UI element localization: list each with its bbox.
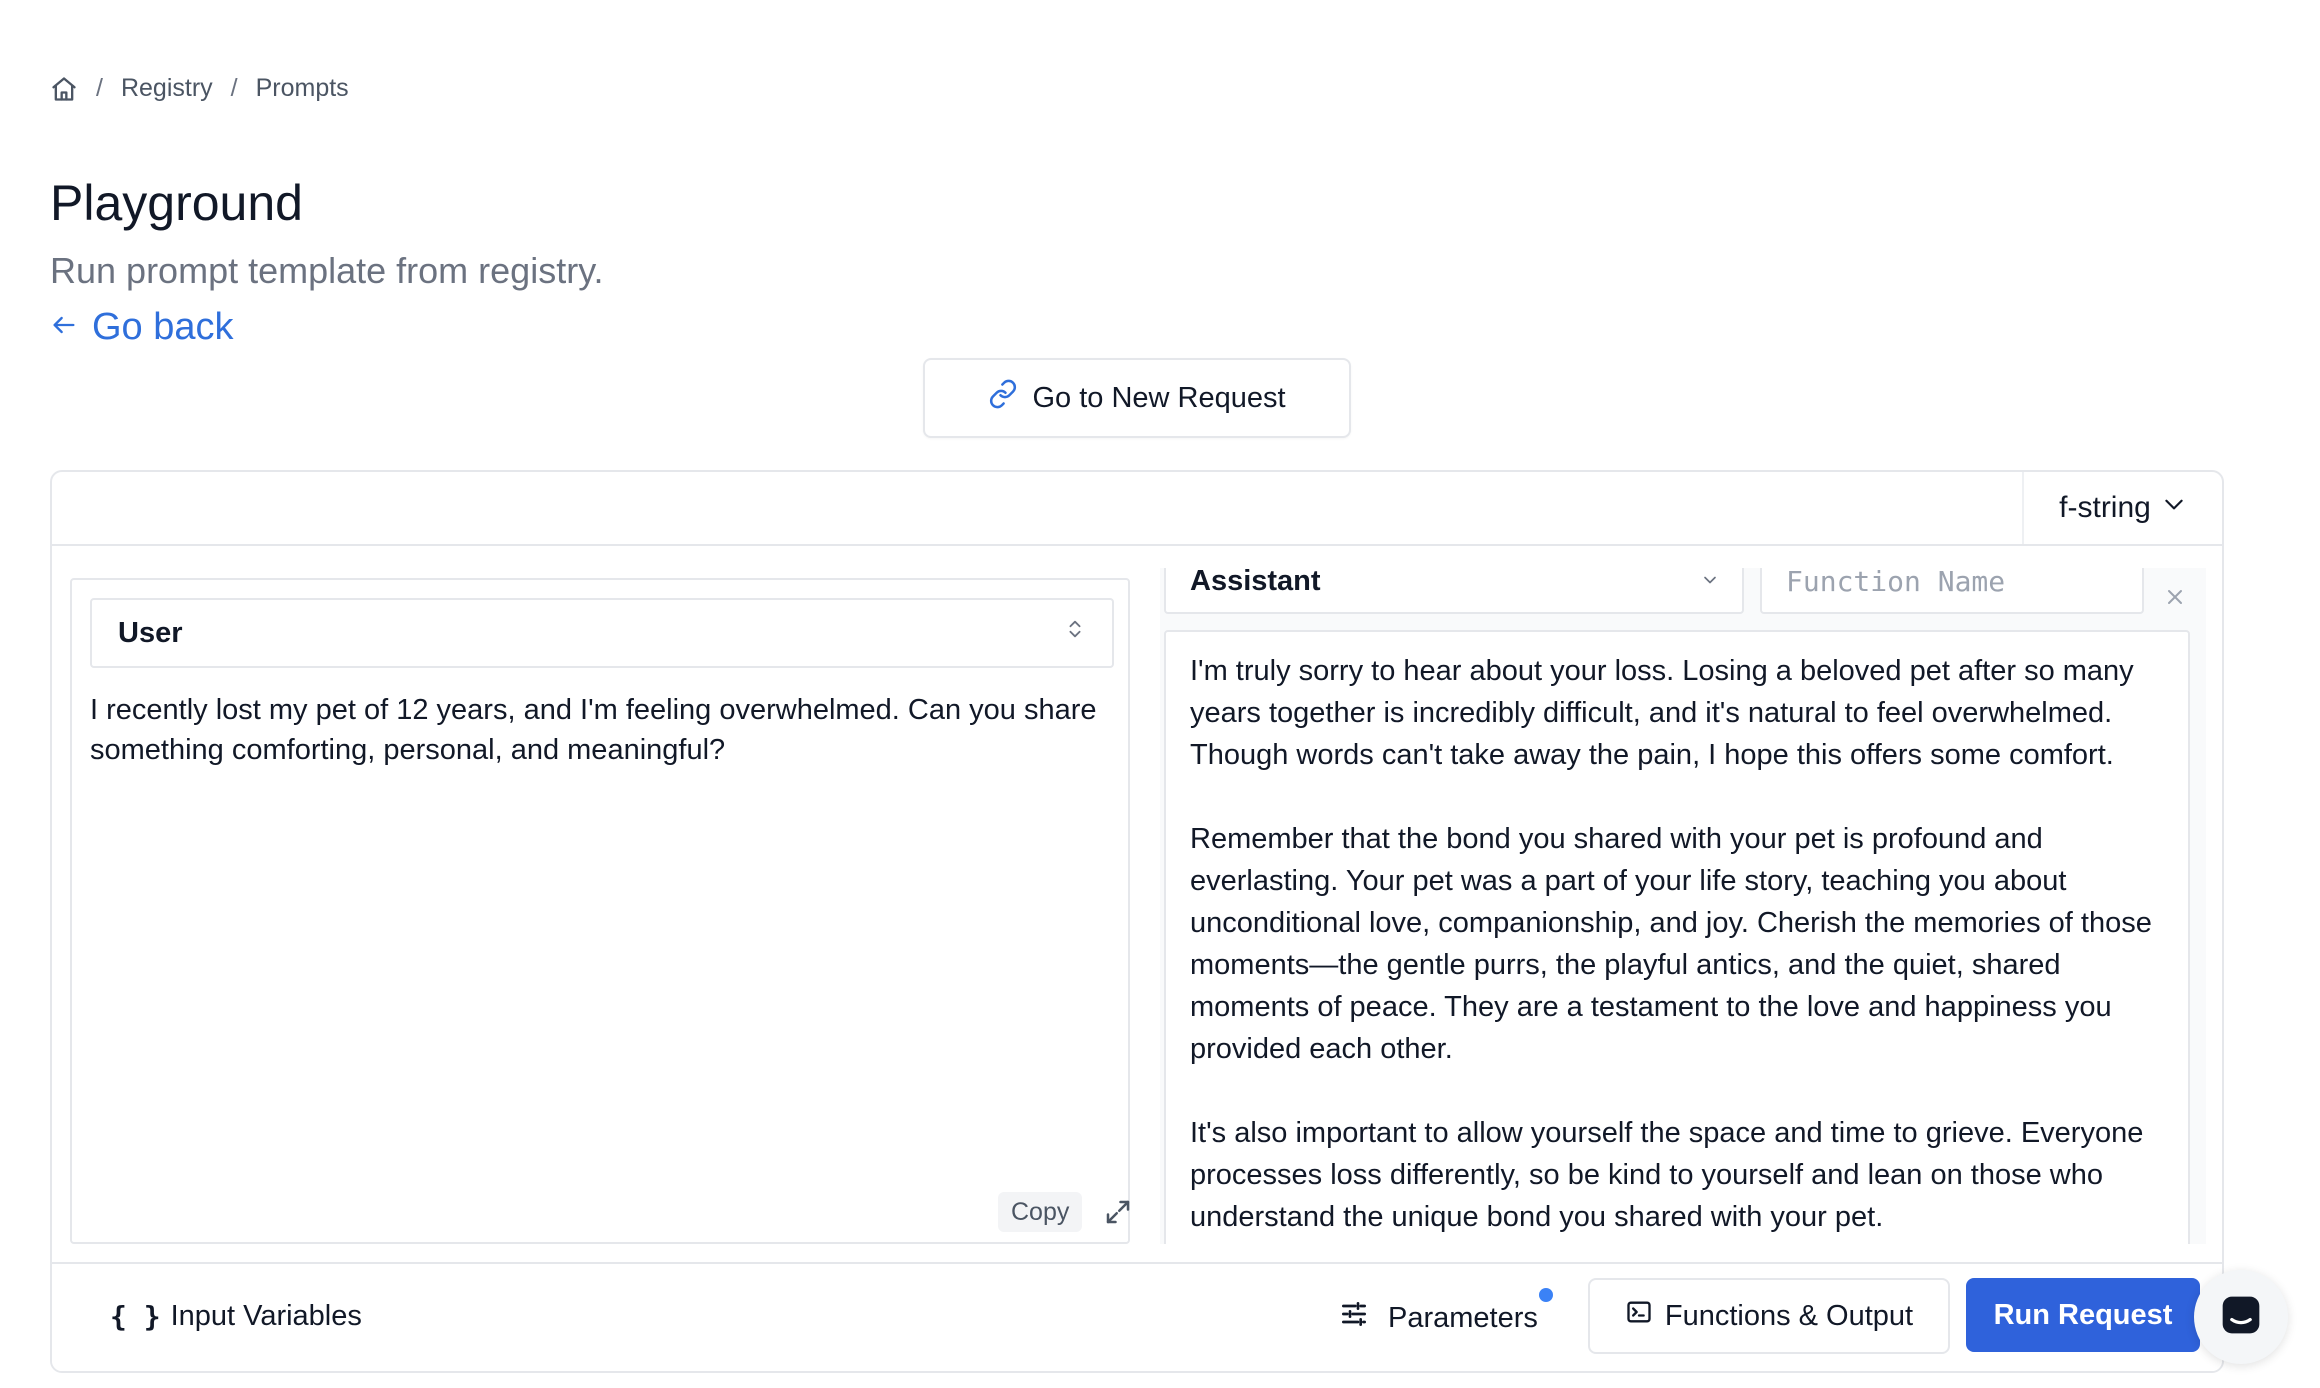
close-icon[interactable]	[2160, 582, 2190, 612]
breadcrumb-separator: /	[96, 74, 103, 102]
parameters-label: Parameters	[1388, 1301, 1538, 1334]
input-variables-button[interactable]	[110, 1300, 362, 1333]
chevrons-up-down-icon	[1064, 616, 1086, 650]
parameters-button[interactable]	[1338, 1288, 1538, 1348]
input-variables-label: Input Variables	[170, 1300, 362, 1332]
breadcrumb	[50, 74, 349, 103]
breadcrumb-prompts[interactable]: Prompts	[255, 74, 349, 102]
chevron-down-icon	[1700, 568, 1720, 598]
assistant-role-select[interactable]	[1164, 568, 1744, 614]
assistant-message-card	[1160, 568, 2206, 1244]
assistant-message-input[interactable]	[1164, 630, 2190, 1244]
assistant-paragraph: It's also important to allow yourself the space and time to grieve. Everyone processes loss differently, so be kind to yourself and lean on those who understand the unique bond you shared with your pet.	[1190, 1117, 2144, 1233]
functions-output-label: Functions & Output	[1664, 1299, 1914, 1332]
page-subtitle: Run prompt template from registry.	[50, 250, 604, 291]
user-role-select[interactable]	[90, 598, 1114, 668]
user-role-label: User	[118, 616, 183, 649]
terminal-icon	[1625, 1298, 1653, 1334]
assistant-paragraph: Remember that the bond you shared with your pet is profound and everlasting. Your pet was a part of your life story, teaching you about unconditional love, companionship, and joy. Cherish the memories of those moments—the gentle purrs, the playful antics, and the quiet, shared moments of peace. They are a testament to the love and happiness you provided each other.	[1190, 823, 2152, 1065]
template-format-value: f-string	[2059, 491, 2151, 524]
chevron-down-icon	[2161, 491, 2187, 525]
link-icon	[988, 379, 1018, 417]
breadcrumb-separator: /	[230, 74, 238, 102]
functions-output-button[interactable]	[1588, 1278, 1950, 1354]
parameters-indicator-dot	[1539, 1288, 1553, 1302]
assistant-paragraph: I'm truly sorry to hear about your loss. Losing a beloved pet after so many years together is incredibly difficult, and it's natural to feel overwhelmed. Though words can't take away the pain, I hope this offers some comfort.	[1190, 655, 2134, 771]
chat-launcher-button[interactable]	[2194, 1270, 2288, 1364]
function-name-input[interactable]: Function Name	[1760, 568, 2144, 614]
user-message-input[interactable]: I recently lost my pet of 12 years, and I'm feeling overwhelmed. Can you share something comforting, personal, and meaningful?	[90, 694, 1097, 766]
go-back-link[interactable]	[50, 306, 234, 349]
breadcrumb-registry[interactable]: Registry	[120, 74, 213, 102]
panel-toolbar	[52, 472, 2222, 546]
home-icon[interactable]	[50, 75, 78, 103]
user-message-card	[70, 578, 1130, 1244]
go-back-label: Go back	[92, 306, 234, 348]
braces-icon: { }	[110, 1300, 161, 1333]
go-to-new-request-button[interactable]	[923, 358, 1351, 438]
arrow-left-icon	[50, 306, 78, 349]
run-request-button[interactable]: Run Request	[1966, 1278, 2200, 1352]
template-format-select[interactable]	[2022, 472, 2222, 544]
panel-footer	[52, 1262, 2222, 1373]
page-title: Playground	[50, 175, 303, 231]
expand-icon[interactable]	[1100, 1194, 1136, 1230]
assistant-role-label: Assistant	[1190, 568, 1321, 597]
chat-icon	[2219, 1293, 2263, 1342]
prompt-panel	[50, 470, 2224, 1373]
go-to-new-request-label: Go to New Request	[1032, 381, 1286, 414]
sliders-icon	[1338, 1298, 1370, 1338]
copy-button[interactable]: Copy	[998, 1192, 1082, 1232]
